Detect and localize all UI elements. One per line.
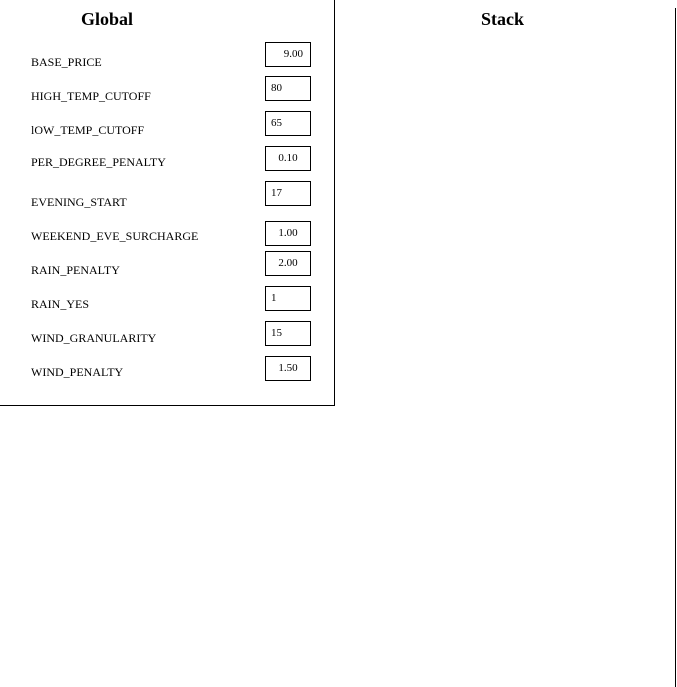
- variable-value-rain-yes: 1: [265, 286, 311, 311]
- variable-name-wind-penalty: WIND_PENALTY: [31, 365, 124, 379]
- variable-value-weekend-eve-surcharge: 1.00: [265, 221, 311, 246]
- global-frame-title: Global: [81, 9, 134, 29]
- variable-name-weekend-eve-surcharge: WEEKEND_EVE_SURCHARGE: [31, 229, 199, 243]
- variable-value-wind-penalty: 1.50: [265, 356, 311, 381]
- variable-value-base-price: 9.00: [265, 42, 311, 67]
- variable-value-low-temp-cutoff: 65: [265, 111, 311, 136]
- variable-name-evening-start: EVENING_START: [31, 195, 127, 209]
- variable-name-low-temp-cutoff: lOW_TEMP_CUTOFF: [31, 123, 145, 137]
- variable-value-per-degree-penalty: 0.10: [265, 146, 311, 171]
- variable-name-base-price: BASE_PRICE: [31, 55, 102, 69]
- variable-name-rain-penalty: RAIN_PENALTY: [31, 263, 120, 277]
- variable-value-evening-start: 17: [265, 181, 311, 206]
- variable-name-per-degree-penalty: PER_DEGREE_PENALTY: [31, 155, 166, 169]
- stack-frame-title: Stack: [481, 9, 525, 29]
- variable-value-high-temp-cutoff: 80: [265, 76, 311, 101]
- variable-name-wind-granularity: WIND_GRANULARITY: [31, 331, 157, 345]
- variable-value-wind-granularity: 15: [265, 321, 311, 346]
- variable-value-rain-penalty: 2.00: [265, 251, 311, 276]
- stack-frame-border: [675, 8, 676, 687]
- variable-name-high-temp-cutoff: HIGH_TEMP_CUTOFF: [31, 89, 151, 103]
- variable-name-rain-yes: RAIN_YES: [31, 297, 90, 311]
